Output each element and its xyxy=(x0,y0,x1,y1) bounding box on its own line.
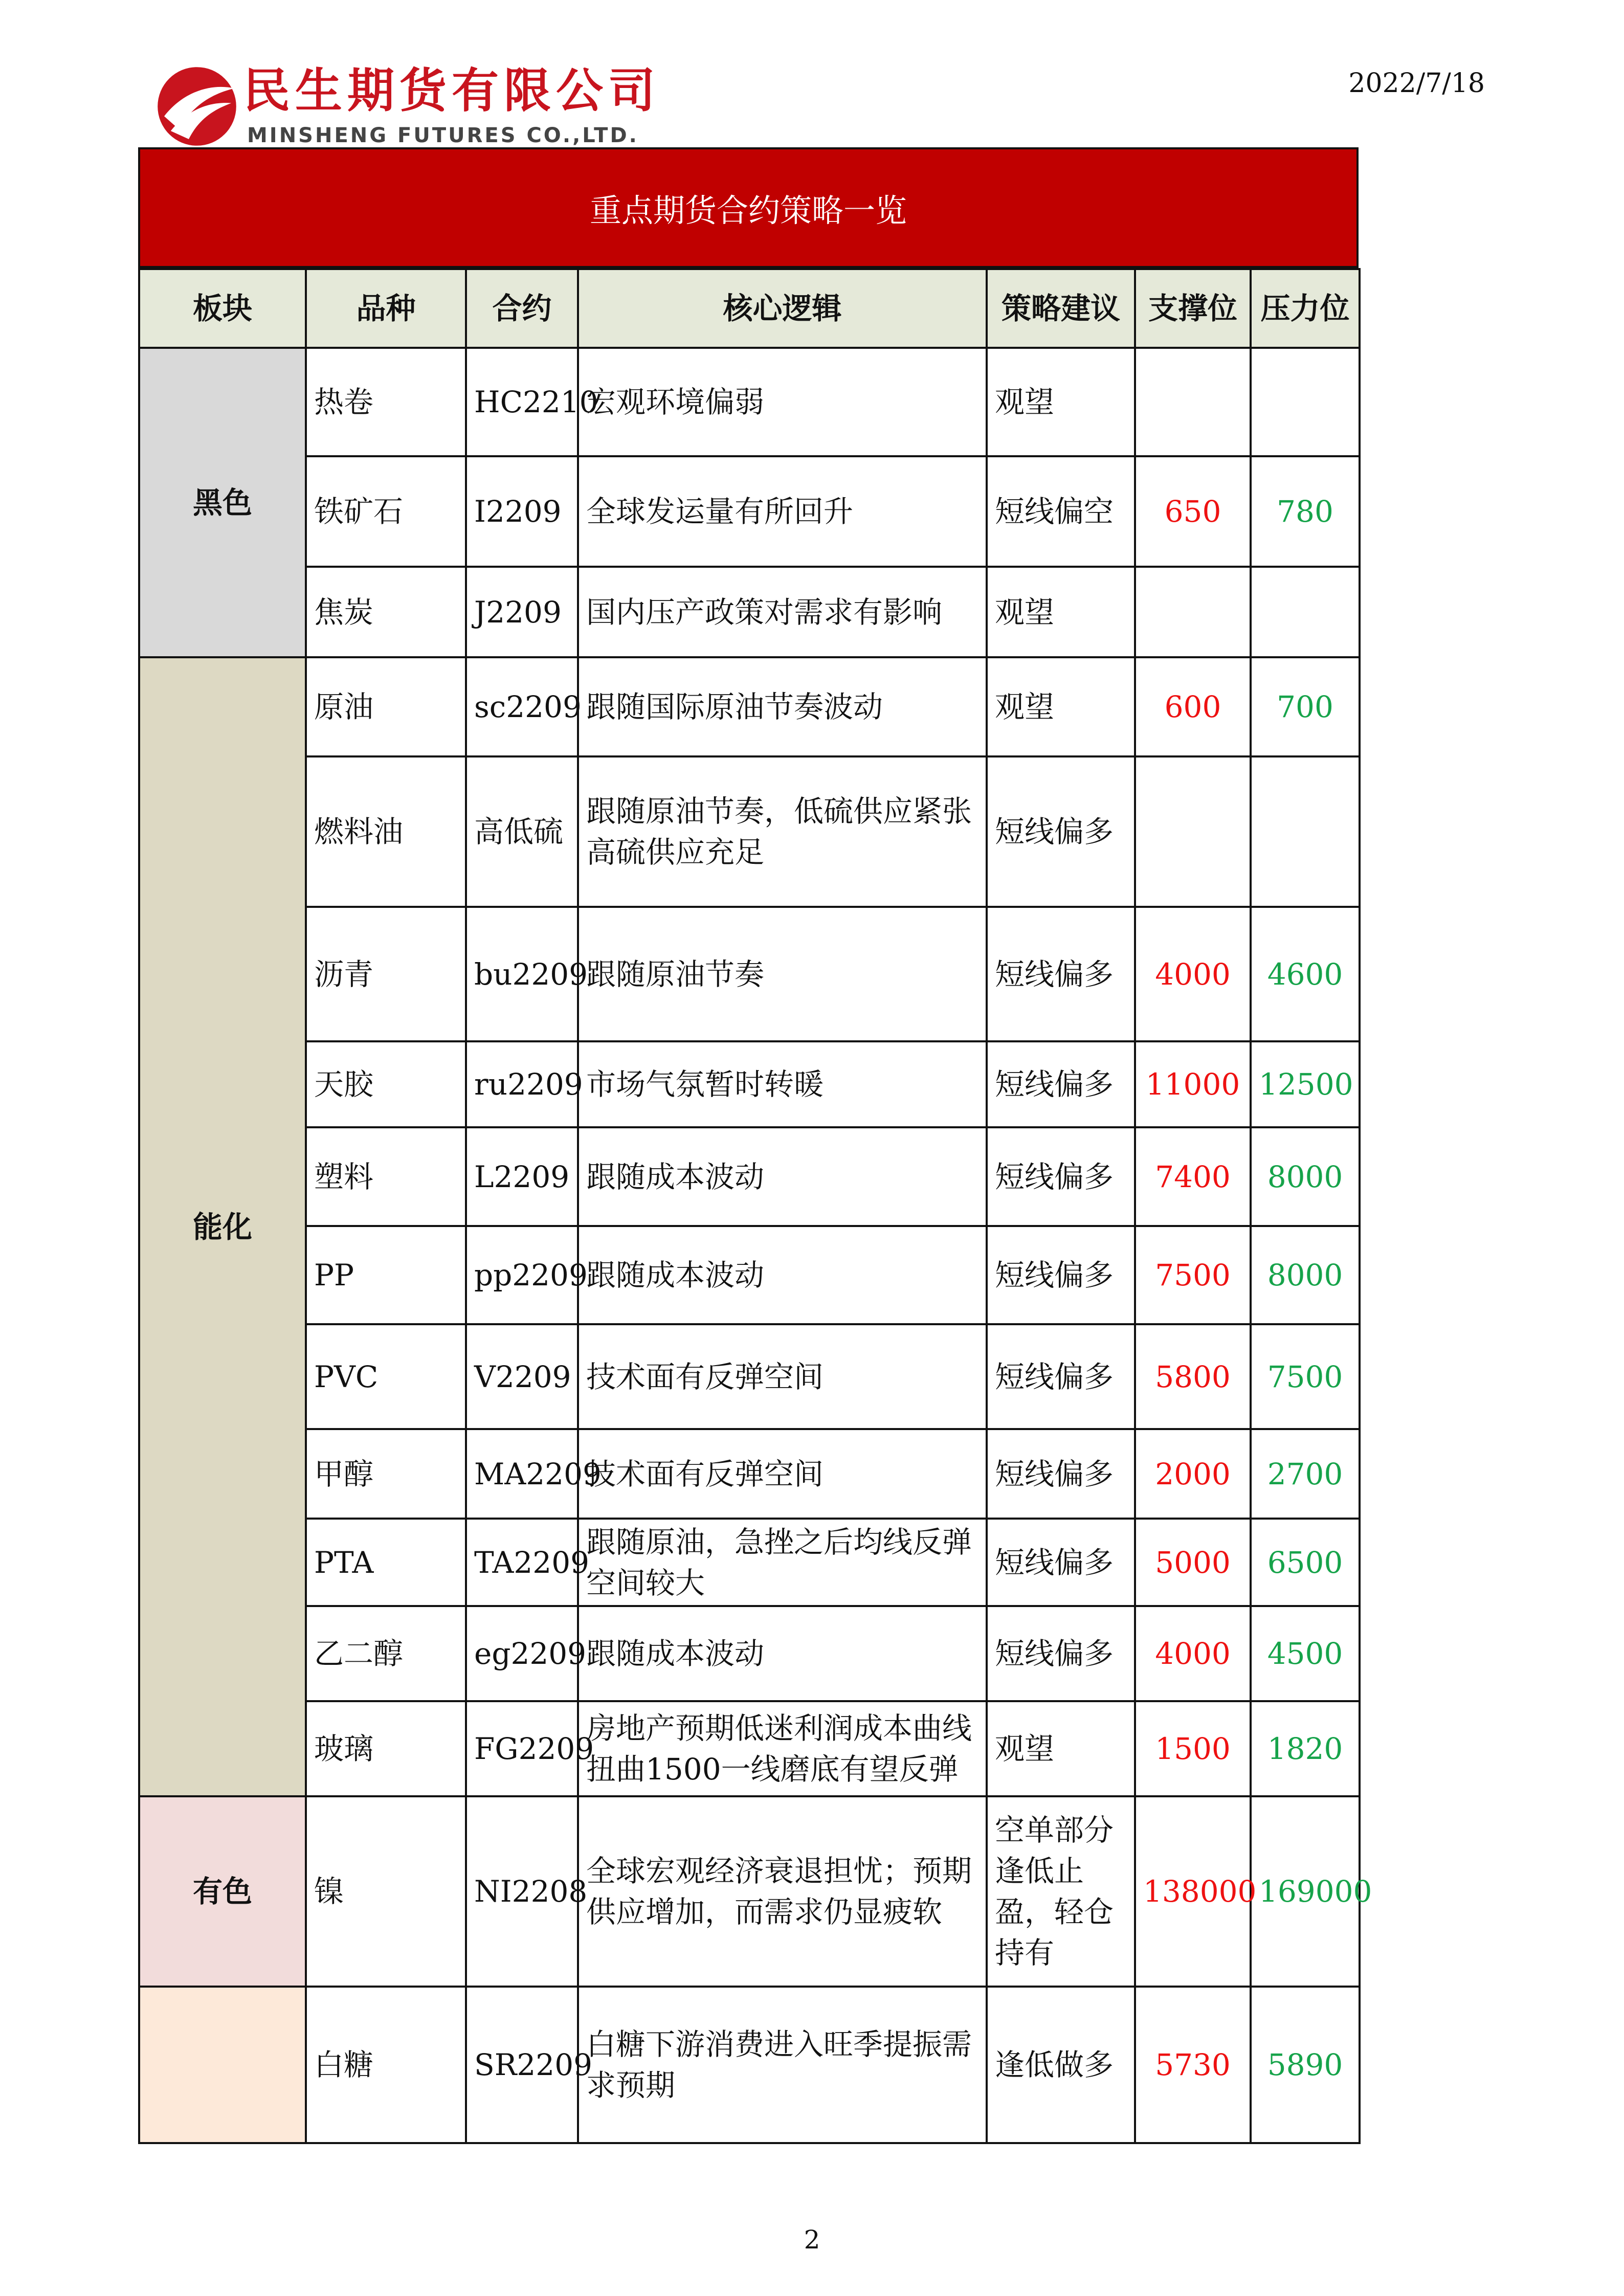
logic-cell: 白糖下游消费进入旺季提振需求预期 xyxy=(578,1987,987,2143)
variety-cell: 镍 xyxy=(306,1796,466,1987)
resistance-cell xyxy=(1251,348,1360,456)
support-cell: 4000 xyxy=(1135,1606,1251,1701)
contract-cell: L2209 xyxy=(466,1127,578,1226)
strategy-cell: 短线偏多 xyxy=(987,1519,1135,1606)
sector-cell: 有色 xyxy=(139,1796,306,1987)
contract-cell: SR2209 xyxy=(466,1987,578,2143)
variety-cell: PVC xyxy=(306,1324,466,1429)
resistance-cell: 7500 xyxy=(1251,1324,1360,1429)
strategy-cell: 短线偏多 xyxy=(987,1226,1135,1324)
table-row xyxy=(139,1324,1360,1429)
contract-cell: ru2209 xyxy=(466,1041,578,1127)
strategy-cell: 观望 xyxy=(987,567,1135,657)
table-row xyxy=(139,1796,1360,1987)
table-row xyxy=(139,657,1360,756)
logic-cell: 跟随原油，急挫之后均线反弹空间较大 xyxy=(578,1519,987,1606)
support-cell: 7500 xyxy=(1135,1226,1251,1324)
table-row xyxy=(139,456,1360,567)
contract-cell: J2209 xyxy=(466,567,578,657)
table-row xyxy=(139,1606,1360,1701)
table-row xyxy=(139,1041,1360,1127)
contract-cell: 高低硫 xyxy=(466,756,578,907)
column-header: 支撑位 xyxy=(1135,269,1251,348)
support-cell: 4000 xyxy=(1135,907,1251,1041)
variety-cell: 白糖 xyxy=(306,1987,466,2143)
strategy-cell: 观望 xyxy=(987,348,1135,456)
resistance-cell: 4500 xyxy=(1251,1606,1360,1701)
support-cell: 5800 xyxy=(1135,1324,1251,1429)
support-cell: 2000 xyxy=(1135,1429,1251,1519)
support-cell: 7400 xyxy=(1135,1127,1251,1226)
column-header: 板块 xyxy=(139,269,306,348)
contract-cell: sc2209 xyxy=(466,657,578,756)
variety-cell: 燃料油 xyxy=(306,756,466,907)
table-row xyxy=(139,1701,1360,1796)
support-cell: 5730 xyxy=(1135,1987,1251,2143)
resistance-cell: 8000 xyxy=(1251,1226,1360,1324)
support-cell: 11000 xyxy=(1135,1041,1251,1127)
variety-cell: 乙二醇 xyxy=(306,1606,466,1701)
resistance-cell xyxy=(1251,756,1360,907)
support-cell xyxy=(1135,348,1251,456)
logic-cell: 市场气氛暂时转暖 xyxy=(578,1041,987,1127)
strategy-cell: 短线偏多 xyxy=(987,1606,1135,1701)
variety-cell: 沥青 xyxy=(306,907,466,1041)
column-header: 品种 xyxy=(306,269,466,348)
strategy-cell: 短线偏多 xyxy=(987,907,1135,1041)
support-cell: 650 xyxy=(1135,456,1251,567)
table-row xyxy=(139,1519,1360,1606)
resistance-cell: 1820 xyxy=(1251,1701,1360,1796)
table-header-row xyxy=(139,269,1360,348)
logic-cell: 技术面有反弹空间 xyxy=(578,1429,987,1519)
support-cell: 138000 xyxy=(1135,1796,1251,1987)
strategy-cell: 观望 xyxy=(987,1701,1135,1796)
logic-cell: 全球宏观经济衰退担忧；预期供应增加，而需求仍显疲软 xyxy=(578,1796,987,1987)
logic-cell: 房地产预期低迷利润成本曲线扭曲1500一线磨底有望反弹 xyxy=(578,1701,987,1796)
contract-cell: HC2210 xyxy=(466,348,578,456)
report-date: 2022/7/18 xyxy=(1348,68,1485,99)
contract-cell: V2209 xyxy=(466,1324,578,1429)
resistance-cell: 700 xyxy=(1251,657,1360,756)
strategy-cell: 观望 xyxy=(987,657,1135,756)
table-title: 重点期货合约策略一览 xyxy=(138,147,1359,268)
resistance-cell: 12500 xyxy=(1251,1041,1360,1127)
sector-cell: 黑色 xyxy=(139,348,306,657)
logic-cell: 跟随原油节奏，低硫供应紧张高硫供应充足 xyxy=(578,756,987,907)
contract-cell: eg2209 xyxy=(466,1606,578,1701)
resistance-cell: 4600 xyxy=(1251,907,1360,1041)
minsheng-logo-icon xyxy=(156,65,238,147)
support-cell: 5000 xyxy=(1135,1519,1251,1606)
logic-cell: 宏观环境偏弱 xyxy=(578,348,987,456)
page-number: 2 xyxy=(804,2225,820,2255)
strategy-cell: 短线偏多 xyxy=(987,1429,1135,1519)
strategy-cell: 短线偏多 xyxy=(987,756,1135,907)
strategy-cell: 短线偏空 xyxy=(987,456,1135,567)
table-row xyxy=(139,1226,1360,1324)
strategy-table xyxy=(138,268,1372,2144)
support-cell xyxy=(1135,567,1251,657)
logic-cell: 跟随成本波动 xyxy=(578,1127,987,1226)
column-header: 策略建议 xyxy=(987,269,1135,348)
resistance-cell: 780 xyxy=(1251,456,1360,567)
strategy-cell: 短线偏多 xyxy=(987,1127,1135,1226)
resistance-cell: 169000 xyxy=(1251,1796,1360,1987)
contract-cell: NI2208 xyxy=(466,1796,578,1987)
variety-cell: PP xyxy=(306,1226,466,1324)
table-row xyxy=(139,1987,1360,2143)
resistance-cell xyxy=(1251,567,1360,657)
variety-cell: 塑料 xyxy=(306,1127,466,1226)
resistance-cell: 8000 xyxy=(1251,1127,1360,1226)
resistance-cell: 2700 xyxy=(1251,1429,1360,1519)
strategy-cell: 逢低做多 xyxy=(987,1987,1135,2143)
contract-cell: MA2209 xyxy=(466,1429,578,1519)
logic-cell: 跟随成本波动 xyxy=(578,1226,987,1324)
contract-cell: pp2209 xyxy=(466,1226,578,1324)
variety-cell: 热卷 xyxy=(306,348,466,456)
support-cell: 600 xyxy=(1135,657,1251,756)
table-row xyxy=(139,1127,1360,1226)
resistance-cell: 6500 xyxy=(1251,1519,1360,1606)
contract-cell: bu2209 xyxy=(466,907,578,1041)
variety-cell: PTA xyxy=(306,1519,466,1606)
contract-cell: I2209 xyxy=(466,456,578,567)
company-name-en: MINSHENG FUTURES CO.,LTD. xyxy=(247,124,639,147)
logic-cell: 跟随国际原油节奏波动 xyxy=(578,657,987,756)
contract-cell: FG2209 xyxy=(466,1701,578,1796)
company-logo xyxy=(156,60,661,152)
strategy-cell: 空单部分逢低止盈，轻仓持有 xyxy=(987,1796,1135,1987)
support-cell xyxy=(1135,756,1251,907)
table-row xyxy=(139,1429,1360,1519)
logic-cell: 国内压产政策对需求有影响 xyxy=(578,567,987,657)
company-name-cn: 民生期货有限公司 xyxy=(243,63,661,118)
table-row xyxy=(139,348,1360,456)
sector-cell xyxy=(139,1987,306,2143)
column-header: 压力位 xyxy=(1251,269,1360,348)
table-row xyxy=(139,907,1360,1041)
table-row xyxy=(139,756,1360,907)
support-cell: 1500 xyxy=(1135,1701,1251,1796)
variety-cell: 焦炭 xyxy=(306,567,466,657)
sector-cell: 能化 xyxy=(139,657,306,1796)
contract-cell: TA2209 xyxy=(466,1519,578,1606)
strategy-cell: 短线偏多 xyxy=(987,1041,1135,1127)
column-header: 核心逻辑 xyxy=(578,269,987,348)
variety-cell: 甲醇 xyxy=(306,1429,466,1519)
logic-cell: 技术面有反弹空间 xyxy=(578,1324,987,1429)
resistance-cell: 5890 xyxy=(1251,1987,1360,2143)
logic-cell: 跟随成本波动 xyxy=(578,1606,987,1701)
logic-cell: 全球发运量有所回升 xyxy=(578,456,987,567)
variety-cell: 原油 xyxy=(306,657,466,756)
table-row xyxy=(139,567,1360,657)
variety-cell: 天胶 xyxy=(306,1041,466,1127)
logic-cell: 跟随原油节奏 xyxy=(578,907,987,1041)
strategy-cell: 短线偏多 xyxy=(987,1324,1135,1429)
variety-cell: 铁矿石 xyxy=(306,456,466,567)
column-header: 合约 xyxy=(466,269,578,348)
variety-cell: 玻璃 xyxy=(306,1701,466,1796)
